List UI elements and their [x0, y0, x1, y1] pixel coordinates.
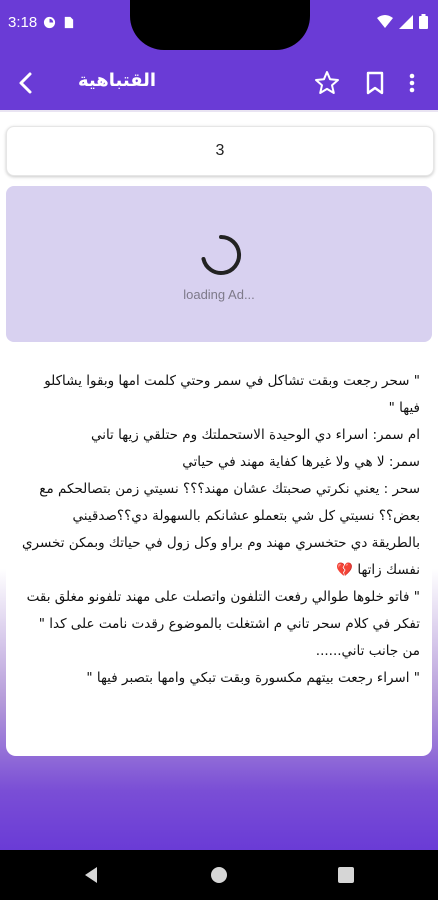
nav-home-icon[interactable] — [209, 865, 229, 885]
nav-back-icon[interactable] — [82, 865, 102, 885]
page-number: 3 — [215, 142, 225, 159]
story-card[interactable] — [6, 354, 432, 756]
wifi-icon — [377, 15, 393, 29]
status-time: 3:18 — [8, 14, 38, 31]
ad-loading-text: loading Ad... — [183, 287, 255, 302]
status-left — [8, 14, 75, 31]
story-title: القتباهية — [78, 70, 157, 91]
story-line: من جانب تاني...... — [315, 643, 420, 659]
system-navigation-bar — [0, 850, 438, 900]
story-line: " اسراء رجعت بيتهم مكسورة وبقت تبكي وامها بتصبر فيها " — [86, 670, 420, 686]
camera-notch — [130, 0, 310, 50]
bookmark-icon[interactable] — [362, 69, 388, 97]
nav-recents-icon[interactable] — [336, 865, 356, 885]
story-text — [20, 368, 420, 692]
ad-banner[interactable] — [6, 186, 432, 342]
story-line: سحر : يعني نكرتي صحبتك عشان مهند؟؟؟ نسيتي زمن بتصالحكم مع بعض؟؟ نسيتي كل شي بتعملو عشانكم بالسهولة دي؟؟صدقيني بالطريقة دي حتخسري مهند وم براو وكل زول في حياتك وبمكن تخسري نفسك زاتها 💔 — [21, 481, 420, 578]
status-right — [377, 14, 428, 29]
page-number-box[interactable] — [6, 126, 434, 176]
story-line: سمر: لا هي ولا غيرها كفاية مهند في حياتي — [182, 454, 420, 470]
story-line: ام سمر: اسراء دي الوحيدة الاستحملتك وم حتلقي زيها تاني — [90, 427, 420, 443]
battery-icon — [419, 14, 428, 29]
app-bar — [0, 56, 438, 110]
story-line: " سحر رجعت وبقت تشاكل في سمر وحتي كلمت امها وبقوا يشاكلو فيها " — [44, 373, 420, 416]
back-arrow-icon[interactable] — [12, 69, 40, 97]
app-bar-divider — [0, 110, 438, 112]
notification-app-icon — [43, 16, 56, 29]
sim-card-icon — [62, 16, 75, 29]
more-vert-icon[interactable] — [402, 69, 422, 97]
loading-spinner-icon — [199, 233, 243, 277]
star-icon[interactable] — [313, 69, 341, 97]
signal-icon — [399, 15, 413, 29]
status-bar — [0, 0, 438, 56]
story-line: " فاتو خلوها طوالي رفعت التلفون واتصلت على مهند تلفونو مغلق بقت تفكر في كلام سحر تاني م اشتغلت بالموضوع رقدت نامت على كدا " — [26, 589, 420, 632]
